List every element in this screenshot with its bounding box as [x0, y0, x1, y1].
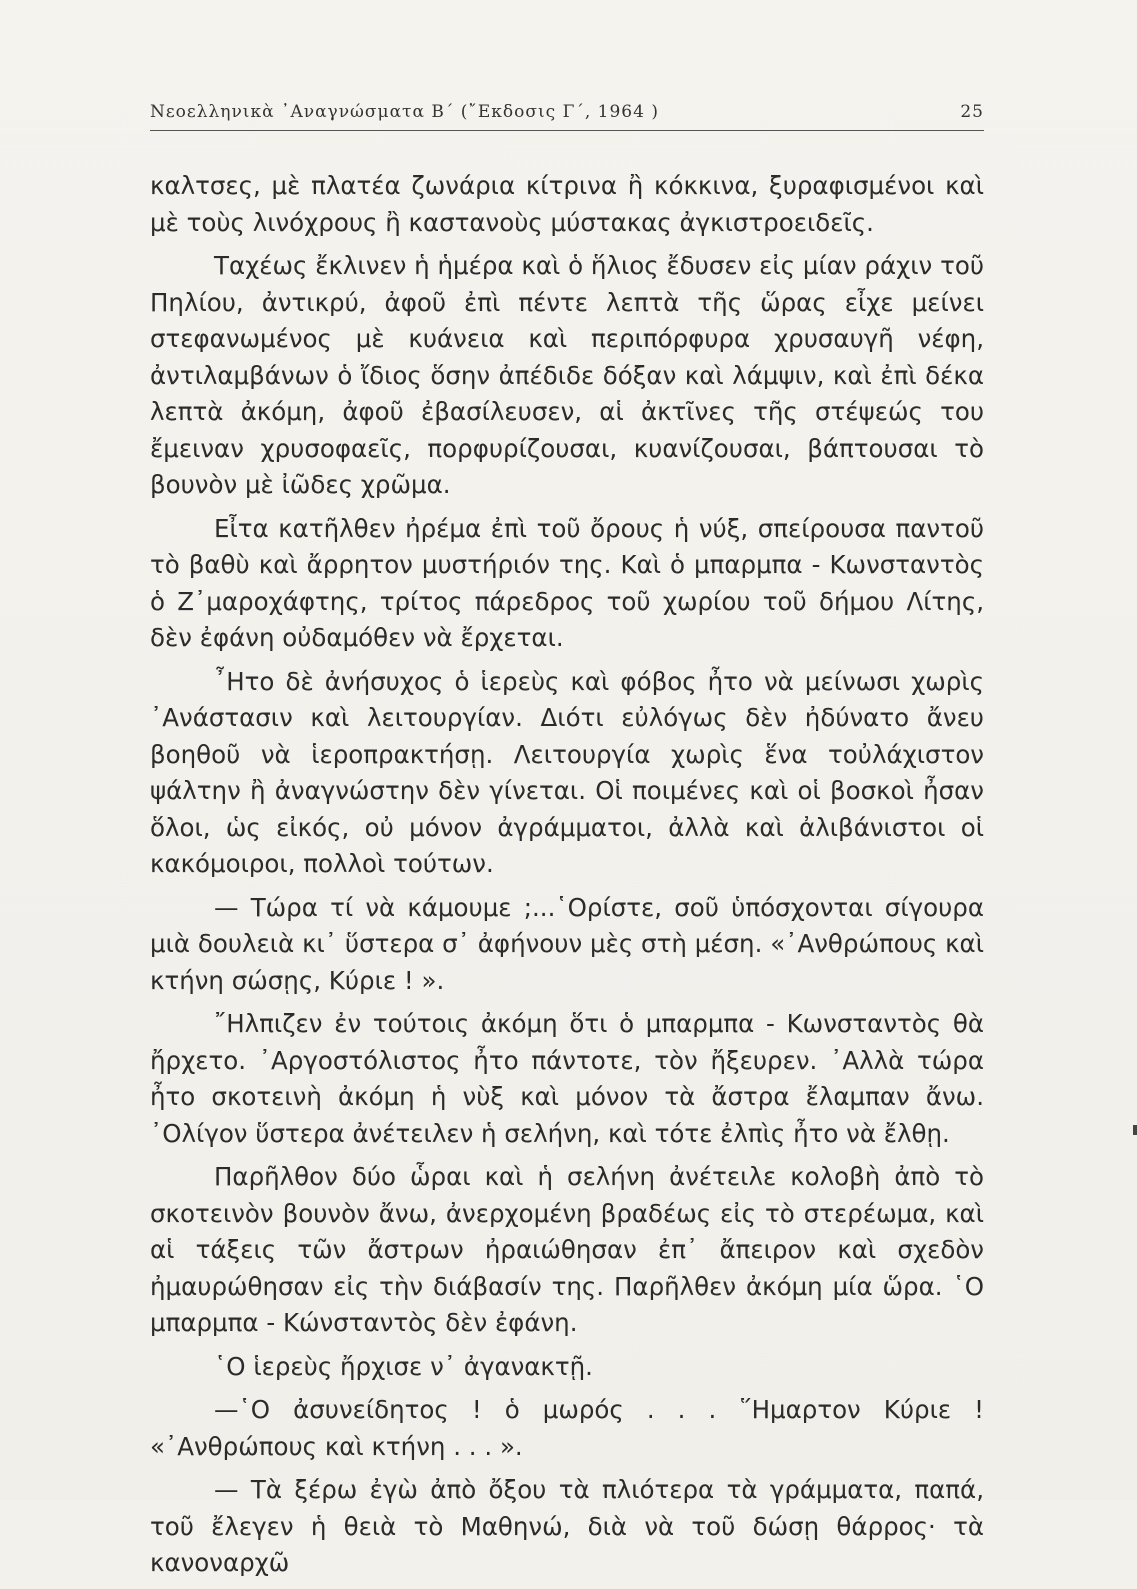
paragraph: ῾Ο ἱερεὺς ἤρχισε ν᾿ ἀγανακτῇ.	[214, 1351, 593, 1381]
page-number: 25	[960, 102, 984, 122]
paragraph: Ταχέως ἔκλινεν ἡ ἡμέρα καὶ ὁ ἥλιος ἔδυσεν εἰς μίαν ράχιν τοῦ Πηλίου, ἀντικρύ, ἀφοῦ ἐπὶ πέντε λεπτὰ τῆς ὥρας εἶχε μείνει στεφανωμένος μὲ κυάνεια καὶ περιπόρφυρα χρυσαυγῆ νέφη, ἀντιλαμβάνων ὁ ἴδιος ὅσην ἀπέδιδε δόξαν καὶ λάμψιν, καὶ ἐπὶ δέκα λεπτὰ ἀκόμη, ἀφοῦ ἐβασίλευσεν, αἱ ἀκτῖνες τῆς στέψεώς του ἔμειναν χρυσοφαεῖς, πορφυρίζουσαι, κυανίζουσαι, βάπτουσαι τὸ βουνὸν μὲ ἰῶδες χρῶμα.	[150, 251, 984, 499]
paragraph: Παρῆλθον δύο ὧραι καὶ ἡ σελήνη ἀνέτειλε κολοβὴ ἀπὸ τὸ σκοτεινὸν βουνὸν ἄνω, ἀνερχομένη βραδέως εἰς τὸ στερέωμα, καὶ αἱ τάξεις τῶν ἄστρων ἠραιώθησαν ἐπ᾿ ἄπειρον καὶ σχεδὸν ἠμαυρώθησαν εἰς τὴν διάβασίν της. Παρῆλθεν ἀκόμη μία ὥρα. ῾Ο μπαρμπα - Κώνσταντὸς δὲν ἐφάνη.	[150, 1162, 984, 1337]
paragraph: ῎Ηλπιζεν ἐν τούτοις ἀκόμη ὅτι ὁ μπαρμπα - Κωνσταντὸς θὰ ἤρχετο. ᾿Αργοστόλιστος ἦτο πάντοτε, τὸν ἤξευρεν. ᾿Αλλὰ τώρα ἦτο σκοτεινὴ ἀκόμη ἡ νὺξ καὶ μόνον τὰ ἄστρα ἔλαμπαν ἄνω. ᾿Ολίγον ὕστερα ἀνέτειλεν ἡ σελήνη, καὶ τότε ἐλπὶς ἦτο νὰ ἔλθῃ.	[150, 1009, 984, 1148]
running-title: Νεοελληνικὰ ᾿Αναγνώσματα Β΄ (῎Εκδοσις Γ΄, 1964 )	[150, 102, 659, 122]
paragraph: καλτσες, μὲ πλατέα ζωνάρια κίτρινα ἢ κόκκινα, ξυραφισμένοι καὶ μὲ τοὺς λινόχρους ἢ καστανοὺς μύστακας ἀγκιστροειδεῖς.	[150, 171, 984, 237]
paragraph: — Τὰ ξέρω ἐγὼ ἀπὸ ὄξου τὰ πλιότερα τὰ γράμματα, παπά, τοῦ ἔλεγεν ἡ θειὰ τὸ Μαθηνώ, διὰ νὰ τοῦ δώσῃ θάρρος· τὰ κανοναρχῶ	[150, 1475, 984, 1577]
paragraph: —῾Ο ἀσυνείδητος ! ὁ μωρός . . . ῞Ημαρτον Κύριε ! «᾿Ανθρώπους καὶ κτήνη . . . ».	[150, 1395, 984, 1461]
body-text	[150, 168, 984, 1589]
paragraph: ῏Ητο δὲ ἀνήσυχος ὁ ἱερεὺς καὶ φόβος ἦτο νὰ μείνωσι χωρὶς ᾿Ανάστασιν καὶ λειτουργίαν. Διότι εὐλόγως δὲν ἠδύνατο ἄνευ βοηθοῦ νὰ ἱεροπρακτήσῃ. Λειτουργία χωρὶς ἕνα τοὐλάχιστον ψάλτην ἢ ἀναγνώστην δὲν γίνεται. Οἱ ποιμένες καὶ οἱ βοσκοὶ ἦσαν ὅλοι, ὡς εἰκός, οὐ μόνον ἀγράμματοι, ἀλλὰ καὶ ἀλιβάνιστοι οἱ κακόμοιροι, πολλοὶ τούτων.	[150, 666, 984, 878]
running-header	[150, 100, 984, 131]
paragraph: — Τώρα τί νὰ κάμουμε ;...῾Ορίστε, σοῦ ὑπόσχονται σίγουρα μιὰ δουλειὰ κι᾿ ὕστερα σ᾿ ἀφήνουν μὲς στὴ μέση. «᾿Ανθρώπους καὶ κτήνη σώσῃς, Κύριε ! ».	[150, 892, 984, 995]
page-edge-mark	[1133, 1125, 1137, 1135]
paragraph: Εἶτα κατῆλθεν ἠρέμα ἐπὶ τοῦ ὄρους ἡ νύξ, σπείρουσα παντοῦ τὸ βαθὺ καὶ ἄρρητον μυστήριόν της. Καὶ ὁ μπαρμπα - Κωνσταντὸς ὁ Ζ᾿μαροχάφτης, τρίτος πάρεδρος τοῦ χωρίου τοῦ δήμου Λίτης, δὲν ἐφάνη οὐδαμόθεν νὰ ἔρχεται.	[150, 513, 984, 652]
